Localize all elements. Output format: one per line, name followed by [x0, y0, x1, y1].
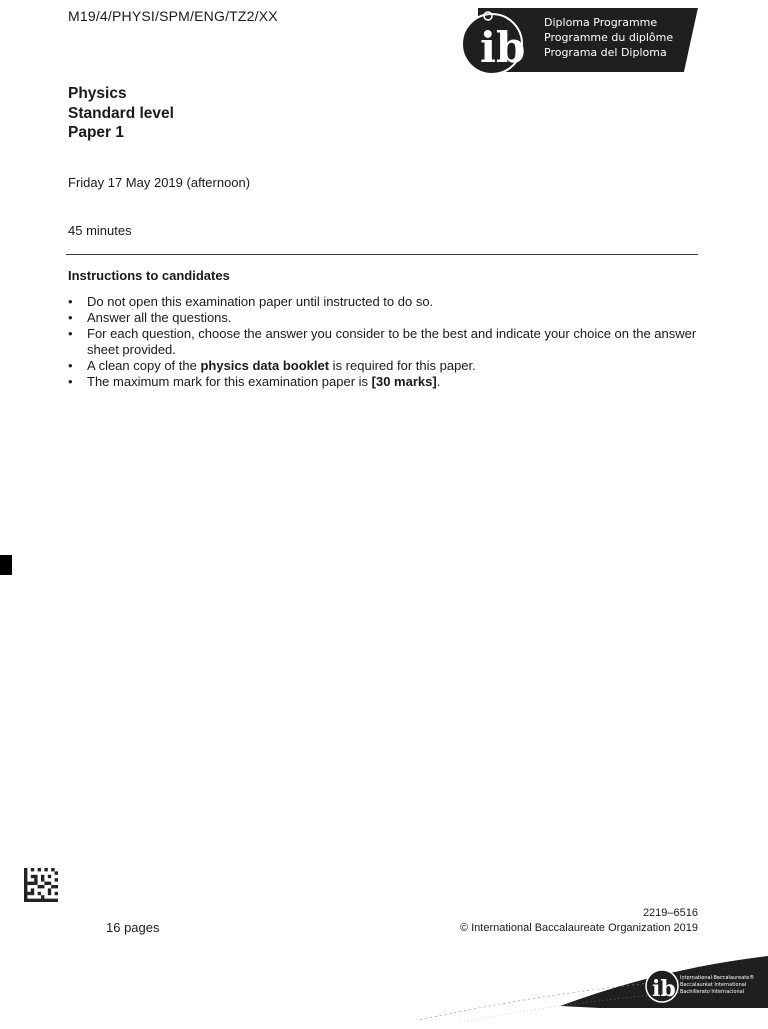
instructions-list — [68, 294, 698, 390]
data-booklet-emphasis: physics data booklet — [200, 358, 330, 373]
instruction-item: • The maximum mark for this examination paper is [30 marks]. — [68, 374, 441, 389]
bullet-icon: • — [68, 294, 73, 309]
instruction-item: • A clean copy of the physics data booklet is required for this paper. — [68, 358, 476, 373]
instruction-item: • Answer all the questions. — [68, 310, 232, 325]
bottom-logo-line-1: International Baccalaureate® — [680, 975, 755, 981]
ib-diploma-logo — [448, 2, 700, 78]
subject-title: Physics — [68, 85, 127, 102]
bottom-logo-line-2: Baccalauréat International — [680, 982, 747, 988]
level-title: Standard level — [68, 104, 174, 122]
bullet-icon: • — [68, 326, 73, 341]
logo-line-3: Programa del Diploma — [544, 46, 667, 59]
scan-marker — [0, 555, 12, 575]
ib-organization-logo — [400, 950, 768, 1024]
exam-duration: 45 minutes — [68, 223, 132, 238]
max-marks-emphasis: [30 marks] — [371, 374, 437, 389]
svg-text:ib: ib — [480, 23, 526, 72]
bullet-icon: • — [68, 358, 73, 373]
instruction-item: • For each question, choose the answer you consider to be the best and indicate your choice on the answer sheet provided. — [68, 326, 697, 357]
paper-number: Paper 1 — [68, 124, 125, 141]
instructions-heading: Instructions to candidates — [68, 268, 230, 283]
page-count: 16 pages — [106, 920, 160, 935]
bullet-icon: • — [68, 310, 73, 325]
svg-text:ib: ib — [652, 976, 676, 1002]
bottom-logo-line-3: Bachillerato Internacional — [680, 989, 745, 995]
bullet-icon: • — [68, 374, 73, 389]
logo-line-2: Programme du diplôme — [544, 31, 674, 44]
logo-line-1: Diploma Programme — [544, 16, 658, 29]
paper-title-block — [68, 84, 174, 143]
exam-date: Friday 17 May 2019 (afternoon) — [68, 175, 251, 190]
paper-code: M19/4/PHYSI/SPM/ENG/TZ2/XX — [68, 8, 278, 24]
divider — [66, 254, 698, 255]
instruction-item: • Do not open this examination paper until instructed to do so. — [68, 294, 434, 309]
barcode-icon — [24, 868, 58, 902]
copyright-notice: © International Baccalaureate Organization 2019 — [459, 922, 698, 934]
document-number: 2219–6516 — [642, 907, 698, 919]
